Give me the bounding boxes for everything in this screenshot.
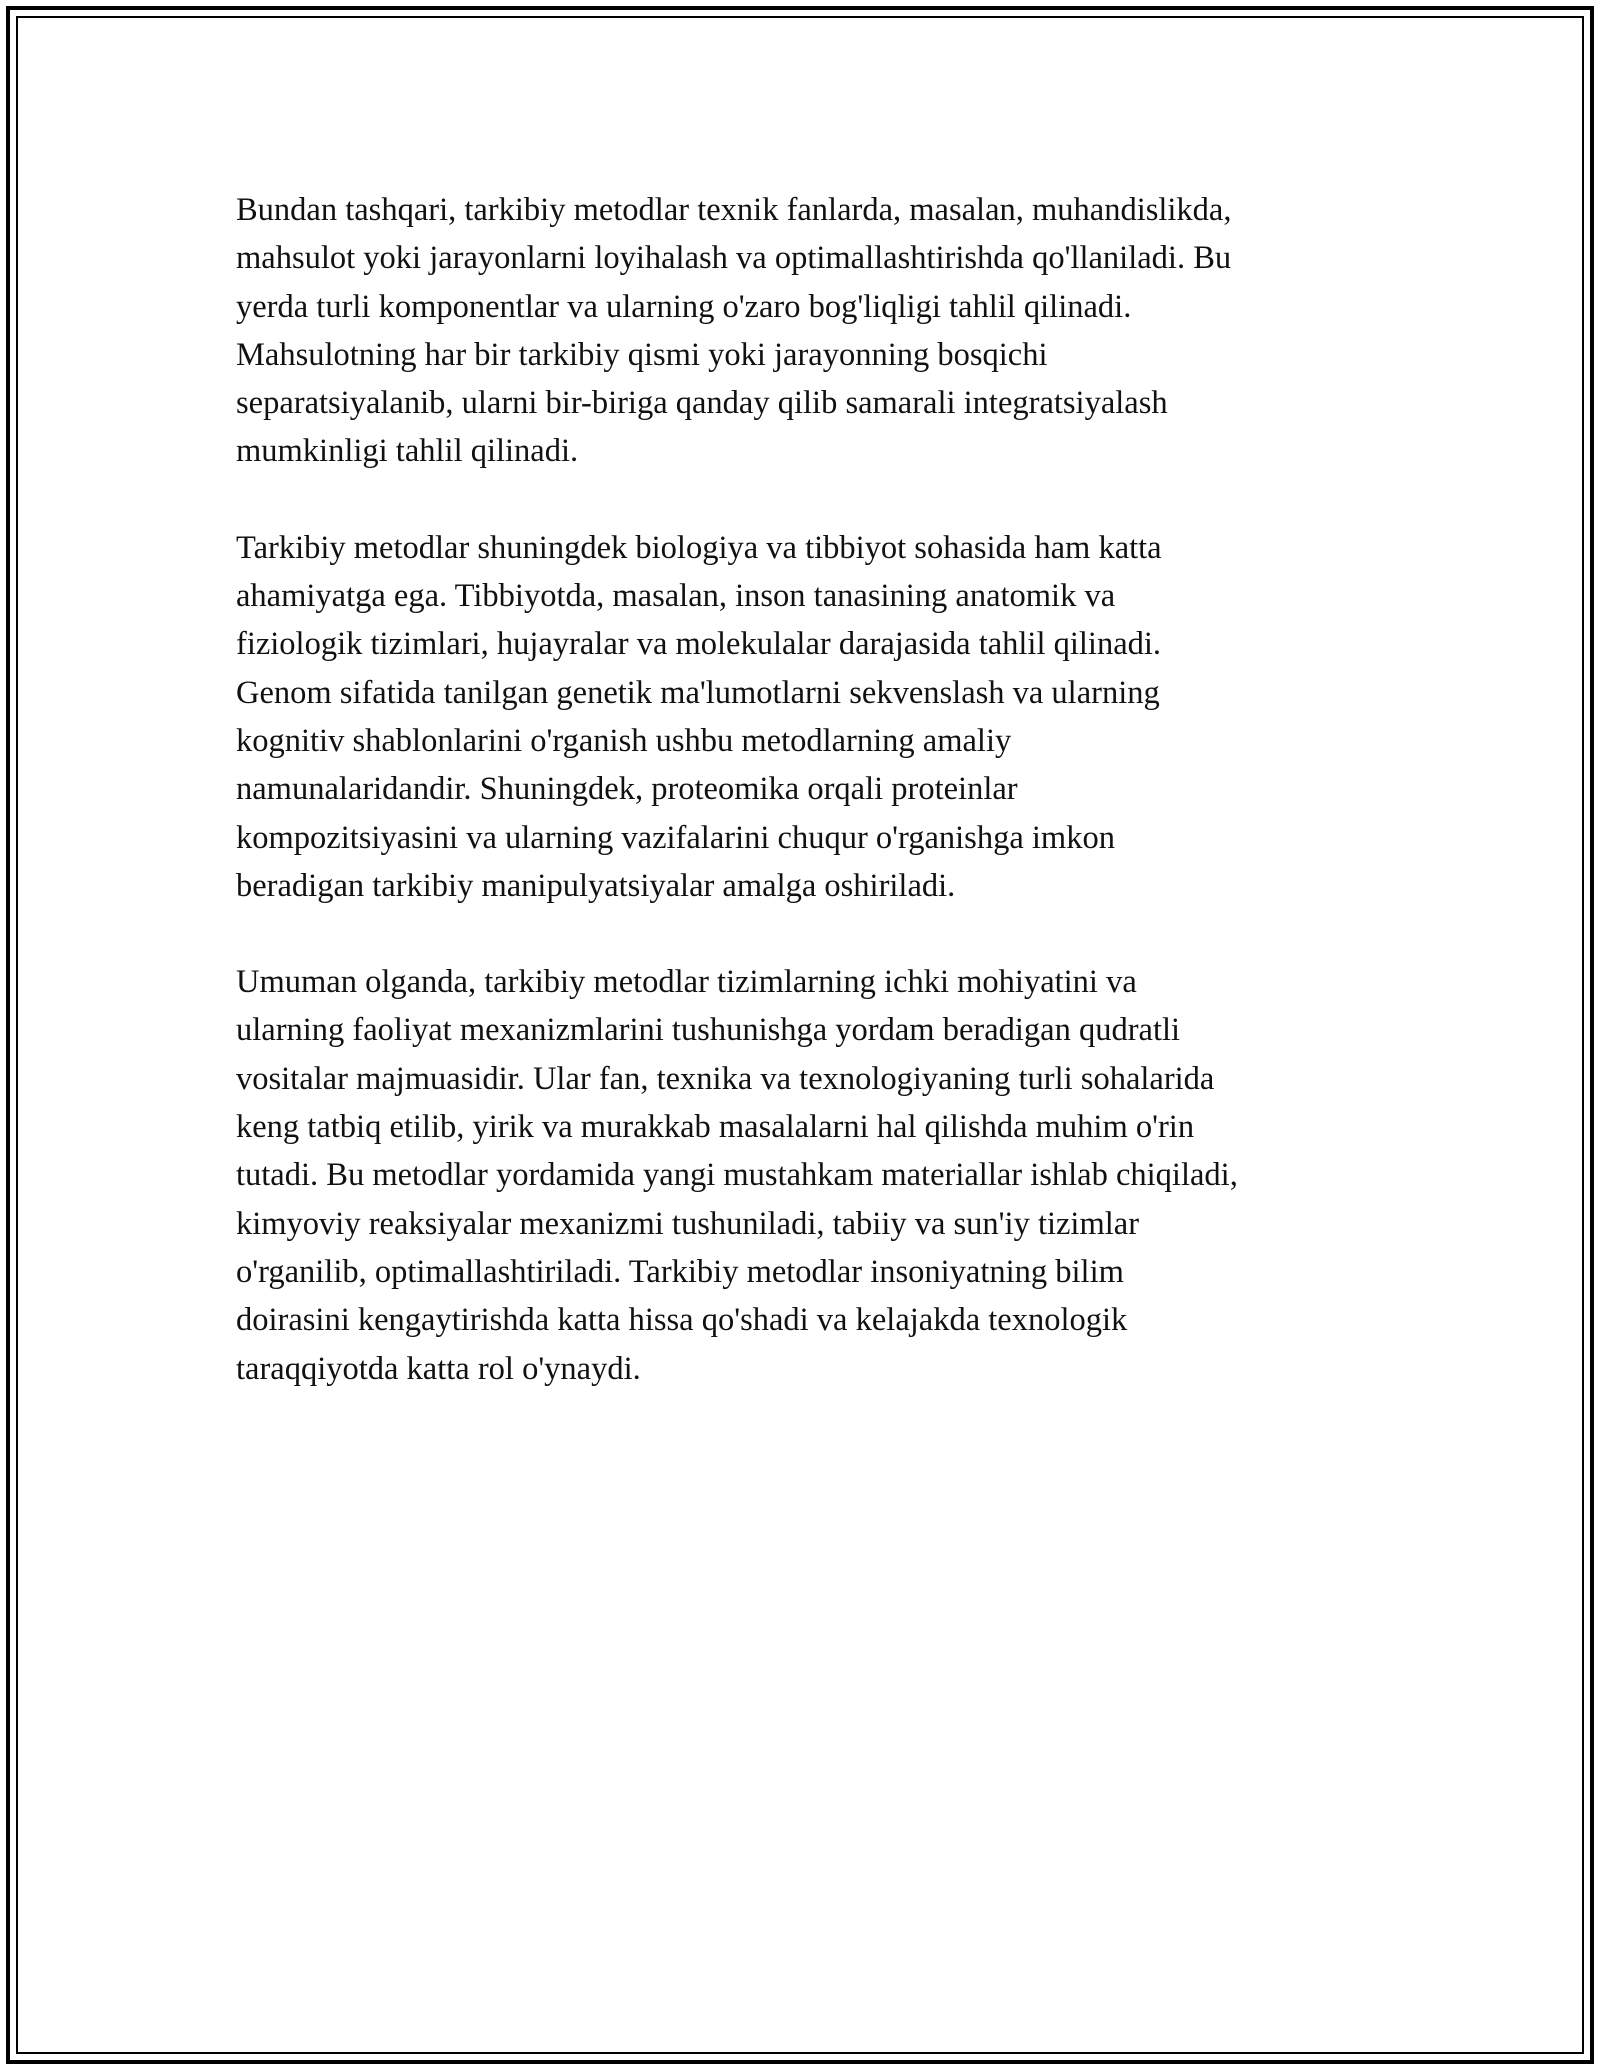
paragraph-3: Umuman olganda, tarkibiy metodlar tizimlarning ichki mohiyatini va ularning faoliyat mexanizmlarini tushunishga yordam beradigan qudratli vositalar majmuasidir. Ular fan, texnika va texnologiyaning turli sohalarida keng tatbiq etilib, yirik va murakkab masalalarni hal qilishda muhim o'rin tutadi. Bu metodlar yordamida yangi mustahkam materiallar ishlab chiqiladi, kimyoviy reaksiyalar mexanizmi tushuniladi, tabiiy va sun'iy tizimlar o'rganilib, optimallashtiriladi. Tarkibiy metodlar insoniyatning bilim doirasini kengaytirishda katta hissa qo'shadi va kelajakda texnologik taraqqiyotda katta rol o'ynaydi. [236, 964, 1238, 1387]
paragraph-2: Tarkibiy metodlar shuningdek biologiya va tibbiyot sohasida ham katta ahamiyatga ega. Tibbiyotda, masalan, inson tanasining anatomik va fiziologik tizimlari, hujayralar va molekulalar darajasida tahlil qilinadi. Genom sifatida tanilgan genetik ma'lumotlarni sekvenslash va ularning kognitiv shablonlarini o'rganish ushbu metodlarning amaliy namunalaridandir. Shuningdek, proteomika orqali proteinlar kompozitsiyasini va ularning vazifalarini chuqur o'rganishga imkon beradigan tarkibiy manipulyatsiyalar amalga oshiriladi. [236, 529, 1162, 904]
document-body [236, 186, 1376, 1441]
paragraph-1: Bundan tashqari, tarkibiy metodlar texnik fanlarda, masalan, muhandislikda, mahsulot yoki jarayonlarni loyihalash va optimallashtirishda qo'llaniladi. Bu yerda turli komponentlar va ularning o'zaro bog'liqligi tahlil qilinadi. Mahsulotning har bir tarkibiy qismi yoki jarayonning bosqichi separatsiyalanib, ularni bir-biriga qanday qilib samarali integratsiyalash mumkinligi tahlil qilinadi. [236, 192, 1232, 470]
